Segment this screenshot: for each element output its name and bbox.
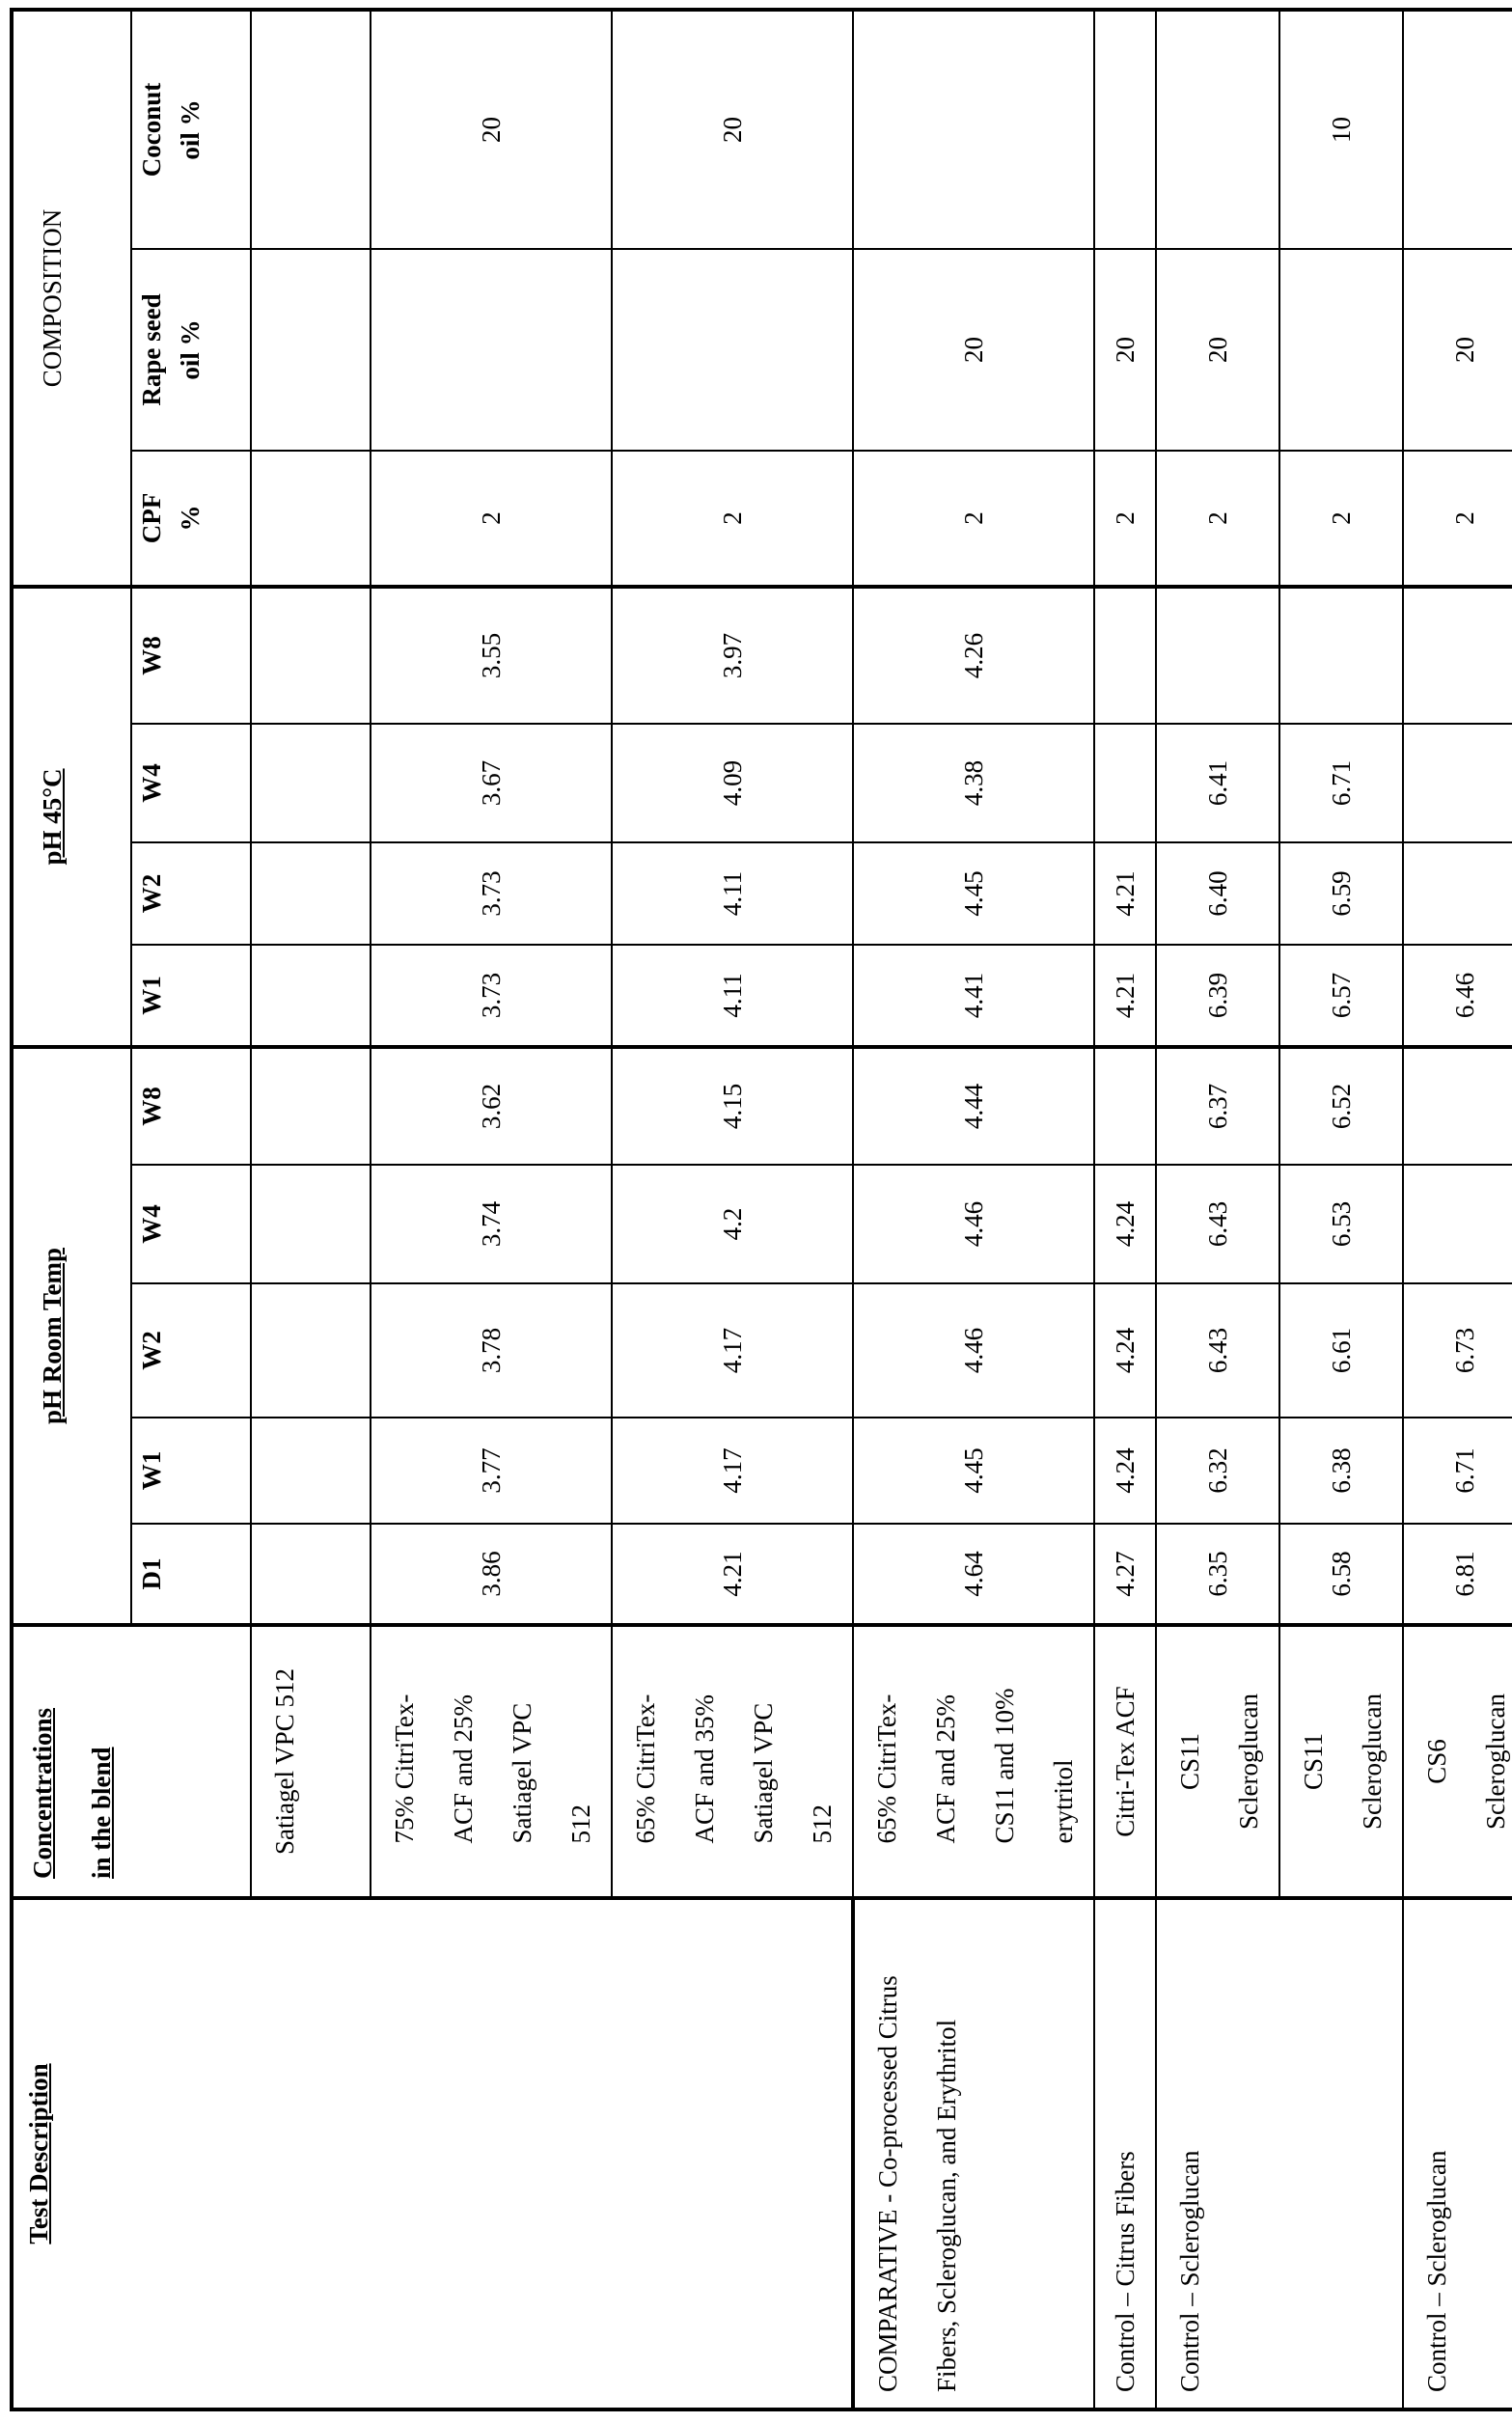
ph-45-w1: [251, 945, 371, 1047]
concentration-cell: 75% CitriTex-ACF and 25% Satiagel VPC 512: [371, 1625, 612, 1898]
subheader-rt-w4: W4: [131, 1165, 251, 1283]
ph-45-w2: [251, 842, 371, 945]
test-description-cell: [12, 1898, 853, 2409]
ph-45-w2: 4.11: [612, 842, 853, 945]
subheader-rt-w1: W1: [131, 1418, 251, 1524]
cpf-cell: 2: [371, 451, 612, 587]
cpf-cell: 2: [1279, 451, 1403, 587]
concentration-cell: CS11 Scleroglucan: [1156, 1625, 1279, 1898]
coconut-oil-cell: [1403, 10, 1512, 249]
subheader-45-w2: W2: [131, 842, 251, 945]
ph-rt-w1: 6.38: [1279, 1418, 1403, 1524]
ph-rt-w2: 6.43: [1156, 1283, 1279, 1418]
ph-rt-w1: 6.71: [1403, 1418, 1512, 1524]
rape-seed-oil-cell: [251, 249, 371, 451]
ph-45-w1: 4.21: [1094, 945, 1156, 1047]
ph-45-w4: 6.41: [1156, 724, 1279, 842]
test-description-cell: COMPARATIVE - Co-processed Citrus Fibers, Scleroglucan, and Erythritol: [853, 1898, 1094, 2409]
ph-rt-w2: 6.61: [1279, 1283, 1403, 1418]
ph-45-w1: 3.73: [371, 945, 612, 1047]
header-test-description: Test Description: [24, 2063, 53, 2244]
ph-rt-w8: 4.44: [853, 1047, 1094, 1165]
subheader-45-w1: W1: [131, 945, 251, 1047]
ph-rt-w1: 4.45: [853, 1418, 1094, 1524]
ph-45-w2: 4.21: [1094, 842, 1156, 945]
ph-45-w1: 4.41: [853, 945, 1094, 1047]
subheader-rt-w8: W8: [131, 1047, 251, 1165]
cpf-cell: [251, 451, 371, 587]
subheader-coconut-oil: Coconut oil %: [131, 10, 251, 249]
ph-45-w1: 4.11: [612, 945, 853, 1047]
ph-45-w1: 6.57: [1279, 945, 1403, 1047]
ph-rt-d1: [251, 1524, 371, 1625]
concentration-cell: Citri-Tex ACF: [1094, 1625, 1156, 1898]
ph-45-w4: 4.09: [612, 724, 853, 842]
cpf-cell: 2: [1403, 451, 1512, 587]
coconut-oil-cell: 10: [1279, 10, 1403, 249]
ph-rt-w8: 3.62: [371, 1047, 612, 1165]
ph-rt-w2: 4.46: [853, 1283, 1094, 1418]
subheader-rt-d1: D1: [131, 1524, 251, 1625]
coconut-oil-cell: 20: [612, 10, 853, 249]
ph-rt-w1: 4.17: [612, 1418, 853, 1524]
test-description-cell: Control – Citrus Fibers: [1094, 1898, 1156, 2409]
test-description-cell: Control – Scleroglucan: [1403, 1898, 1512, 2409]
ph-rt-w8: 6.37: [1156, 1047, 1279, 1165]
table-row: [1403, 10, 1512, 2409]
ph-rt-d1: 3.86: [371, 1524, 612, 1625]
rape-seed-oil-cell: 20: [1403, 249, 1512, 451]
ph-45-w4: [251, 724, 371, 842]
ph-rt-w4: [1403, 1165, 1512, 1283]
ph-45-w2: 6.40: [1156, 842, 1279, 945]
ph-45-w2: 3.73: [371, 842, 612, 945]
table-row: [1094, 10, 1156, 2409]
header-ph-room-temp: pH Room Temp: [12, 1047, 131, 1625]
ph-45-w8: 3.55: [371, 587, 612, 724]
ph-45-w2: [1403, 842, 1512, 945]
subheader-rape-seed-oil: Rape seed oil %: [131, 249, 251, 451]
subheader-rt-w2: W2: [131, 1283, 251, 1418]
ph-rt-w2: 6.73: [1403, 1283, 1512, 1418]
ph-rt-w1: 4.24: [1094, 1418, 1156, 1524]
header-concentrations: Concentrations in the blend: [12, 1625, 251, 1898]
ph-45-w8: [1094, 587, 1156, 724]
ph-45-w2: 4.45: [853, 842, 1094, 945]
concentration-cell: CS6 Scleroglucan: [1403, 1625, 1512, 1898]
subheader-45-w4: W4: [131, 724, 251, 842]
coconut-oil-cell: 20: [371, 10, 612, 249]
ph-rt-w8: [1094, 1047, 1156, 1165]
rape-seed-oil-cell: [1279, 249, 1403, 451]
ph-45-w8: [1403, 587, 1512, 724]
ph-rt-w2: 3.78: [371, 1283, 612, 1418]
ph-rt-w8: 4.15: [612, 1047, 853, 1165]
coconut-oil-cell: [853, 10, 1094, 249]
ph-rt-w4: 4.2: [612, 1165, 853, 1283]
cpf-cell: 2: [1156, 451, 1279, 587]
rape-seed-oil-cell: 20: [1094, 249, 1156, 451]
ph-rt-d1: 4.27: [1094, 1524, 1156, 1625]
ph-rt-w4: 3.74: [371, 1165, 612, 1283]
ph-45-w4: 6.71: [1279, 724, 1403, 842]
rape-seed-oil-cell: 20: [853, 249, 1094, 451]
ph-stability-table: [10, 8, 1512, 2411]
ph-rt-d1: 6.81: [1403, 1524, 1512, 1625]
ph-rt-w4: 6.43: [1156, 1165, 1279, 1283]
header-ph-45c: pH 45°C: [12, 587, 131, 1047]
rotated-table-page: [10, 12, 1510, 2411]
ph-rt-d1: 6.35: [1156, 1524, 1279, 1625]
ph-rt-w4: 6.53: [1279, 1165, 1403, 1283]
cpf-cell: 2: [1094, 451, 1156, 587]
ph-45-w8: 3.97: [612, 587, 853, 724]
rape-seed-oil-cell: [371, 249, 612, 451]
test-description-cell: Control – Scleroglucan: [1156, 1898, 1403, 2409]
header-composition: COMPOSITION: [12, 10, 131, 587]
ph-45-w8: [251, 587, 371, 724]
ph-rt-w4: 4.46: [853, 1165, 1094, 1283]
ph-rt-w8: 6.52: [1279, 1047, 1403, 1165]
concentration-cell: Satiagel VPC 512: [251, 1625, 371, 1898]
concentration-cell: 65% CitriTex-ACF and 25% CS11 and 10% erytritol: [853, 1625, 1094, 1898]
ph-rt-d1: 6.58: [1279, 1524, 1403, 1625]
ph-rt-w2: [251, 1283, 371, 1418]
ph-45-w4: [1094, 724, 1156, 842]
rape-seed-oil-cell: [612, 249, 853, 451]
ph-45-w1: 6.46: [1403, 945, 1512, 1047]
ph-rt-d1: 4.64: [853, 1524, 1094, 1625]
ph-45-w8: [1279, 587, 1403, 724]
ph-rt-w2: 4.17: [612, 1283, 853, 1418]
cpf-cell: 2: [853, 451, 1094, 587]
ph-45-w4: 3.67: [371, 724, 612, 842]
concentration-cell: CS11 Scleroglucan: [1279, 1625, 1403, 1898]
coconut-oil-cell: [1094, 10, 1156, 249]
ph-rt-w4: [251, 1165, 371, 1283]
rape-seed-oil-cell: 20: [1156, 249, 1279, 451]
ph-rt-w1: [251, 1418, 371, 1524]
subheader-cpf: CPF %: [131, 451, 251, 587]
subheader-45-w8: W8: [131, 587, 251, 724]
ph-rt-w4: 4.24: [1094, 1165, 1156, 1283]
ph-rt-w8: [251, 1047, 371, 1165]
cpf-cell: 2: [612, 451, 853, 587]
ph-45-w8: [1156, 587, 1279, 724]
ph-45-w2: 6.59: [1279, 842, 1403, 945]
ph-rt-w1: 3.77: [371, 1418, 612, 1524]
ph-rt-d1: 4.21: [612, 1524, 853, 1625]
ph-45-w4: [1403, 724, 1512, 842]
ph-rt-w8: [1403, 1047, 1512, 1165]
ph-45-w1: 6.39: [1156, 945, 1279, 1047]
ph-rt-w1: 6.32: [1156, 1418, 1279, 1524]
table-row: [1156, 10, 1279, 2409]
table-row: [853, 10, 1094, 2409]
header-row-groups: [12, 10, 131, 2409]
coconut-oil-cell: [1156, 10, 1279, 249]
ph-rt-w2: 4.24: [1094, 1283, 1156, 1418]
concentration-cell: 65% CitriTex-ACF and 35% Satiagel VPC 512: [612, 1625, 853, 1898]
ph-45-w8: 4.26: [853, 587, 1094, 724]
coconut-oil-cell: [251, 10, 371, 249]
ph-45-w4: 4.38: [853, 724, 1094, 842]
